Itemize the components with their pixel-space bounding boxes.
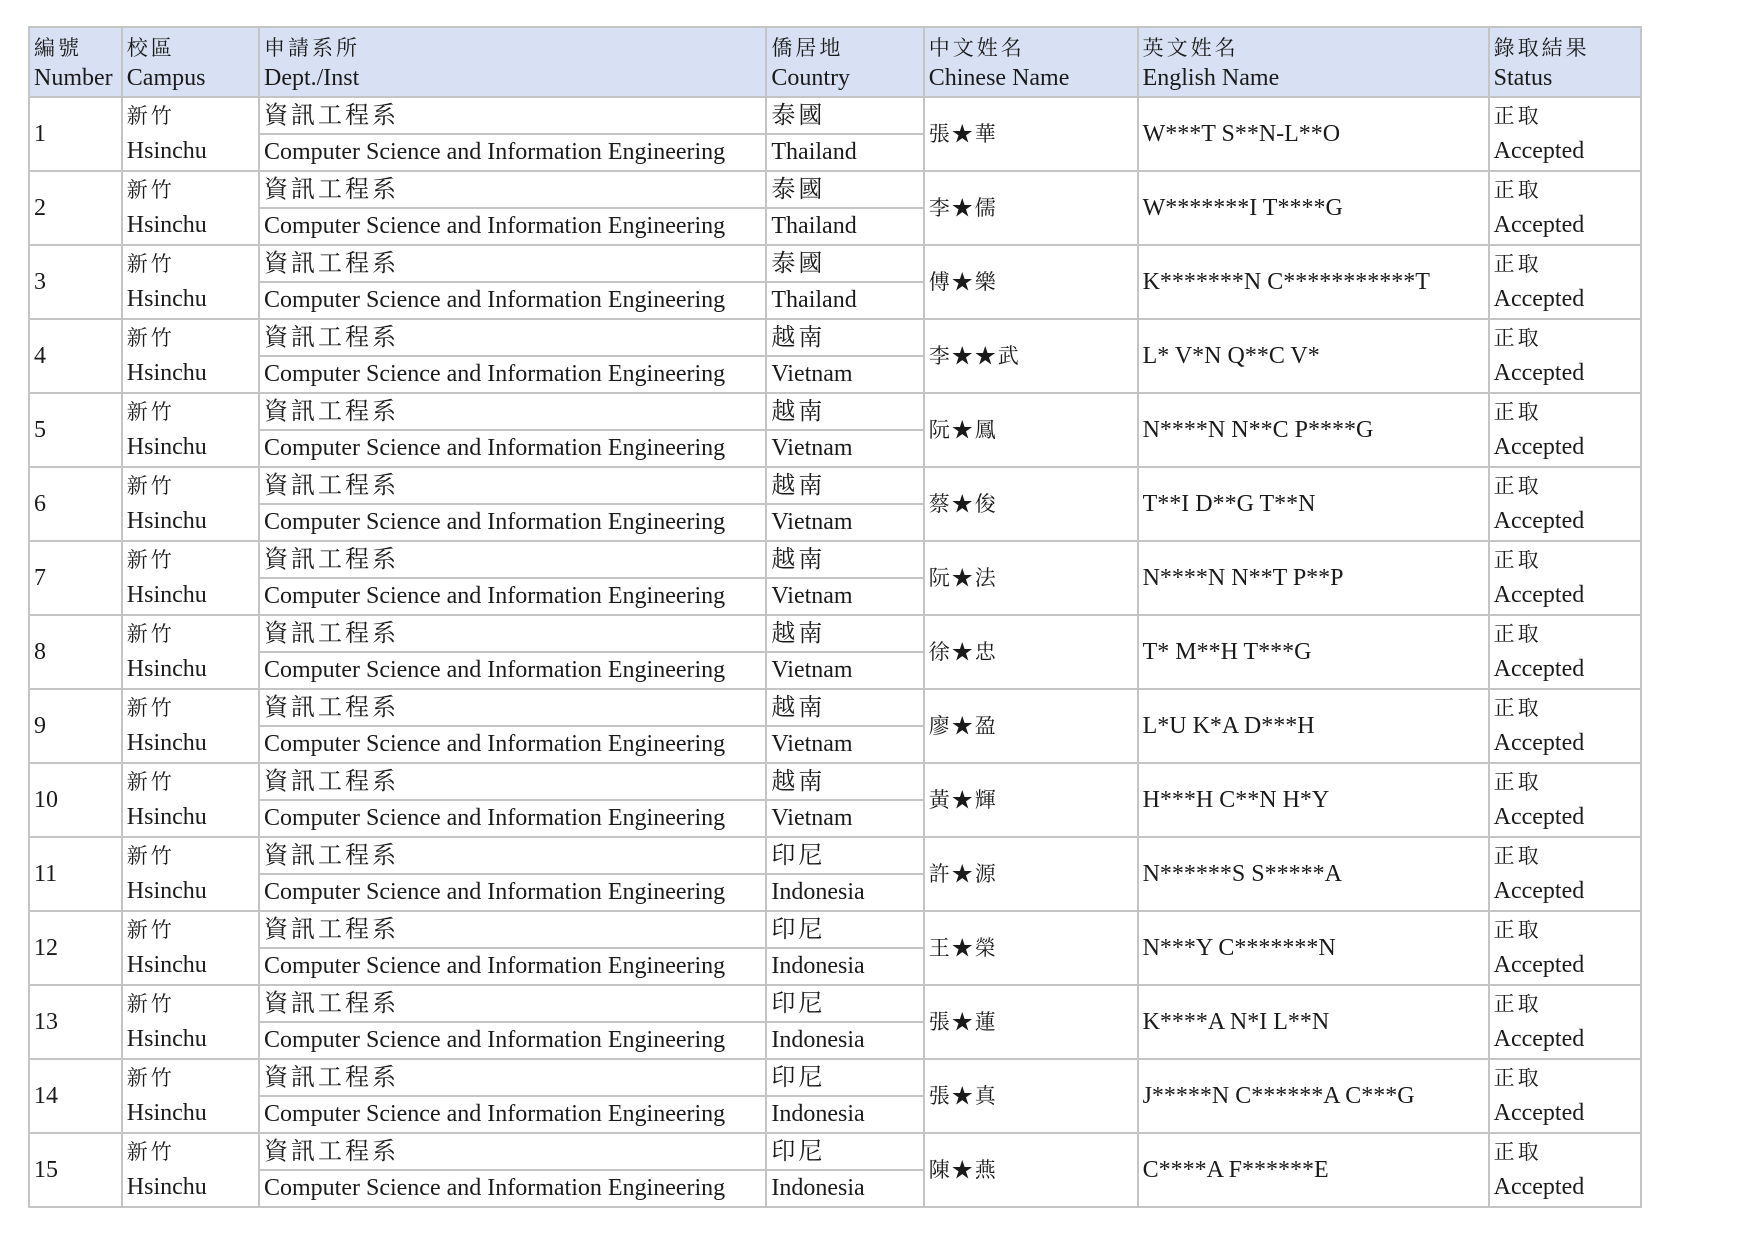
cell-status — [1489, 985, 1641, 1059]
cell-dept-zh: 資訊工程系 — [259, 541, 766, 578]
campus-zh: 新竹 — [126, 622, 175, 646]
cell-status — [1489, 467, 1641, 541]
status-zh: 正取 — [1493, 622, 1542, 646]
cell-chinese-name — [924, 319, 1138, 393]
status-zh: 正取 — [1493, 178, 1542, 202]
header-campus: 校區 Campus — [122, 27, 259, 97]
cell-country-zh: 印尼 — [766, 911, 923, 948]
cell-number: 9 — [29, 689, 122, 763]
cell-number: 10 — [29, 763, 122, 837]
chinese-name-text: 李★儒 — [928, 195, 998, 220]
header-english-name: 英文姓名 English Name — [1138, 27, 1489, 97]
campus-en: Hsinchu — [126, 952, 207, 978]
status-zh: 正取 — [1493, 474, 1542, 498]
chinese-name-text: 傅★樂 — [928, 269, 998, 294]
cell-dept-en: Computer Science and Information Engineering — [259, 726, 766, 763]
cell-english-name: J*****N C******A C***G — [1138, 1059, 1489, 1133]
header-chinese-name: 中文姓名 Chinese Name — [924, 27, 1138, 97]
cell-status — [1489, 1133, 1641, 1207]
table-row — [29, 319, 1641, 356]
cell-campus — [122, 467, 259, 541]
cell-country-zh: 越南 — [766, 319, 923, 356]
header-number: 編號 Number — [29, 27, 122, 97]
status-zh: 正取 — [1493, 104, 1542, 128]
cell-dept-en: Computer Science and Information Engineering — [259, 430, 766, 467]
campus-en: Hsinchu — [126, 434, 207, 460]
cell-campus — [122, 763, 259, 837]
cell-chinese-name — [924, 911, 1138, 985]
campus-zh: 新竹 — [126, 400, 175, 424]
cell-campus — [122, 245, 259, 319]
status-en: Accepted — [1493, 656, 1585, 682]
status-en: Accepted — [1493, 878, 1585, 904]
chinese-name-text: 阮★法 — [928, 565, 998, 590]
campus-zh: 新竹 — [126, 104, 175, 128]
campus-en: Hsinchu — [126, 360, 207, 386]
cell-status — [1489, 689, 1641, 763]
chinese-name-text: 許★源 — [928, 861, 998, 886]
cell-country-en: Vietnam — [766, 356, 923, 393]
campus-zh: 新竹 — [126, 992, 175, 1016]
status-en: Accepted — [1493, 286, 1585, 312]
cell-dept-en: Computer Science and Information Engineering — [259, 578, 766, 615]
cell-country-en: Vietnam — [766, 578, 923, 615]
cell-country-zh: 印尼 — [766, 1133, 923, 1170]
campus-en: Hsinchu — [126, 1026, 207, 1052]
status-zh: 正取 — [1493, 992, 1542, 1016]
cell-number: 4 — [29, 319, 122, 393]
cell-campus — [122, 689, 259, 763]
cell-number: 15 — [29, 1133, 122, 1207]
chinese-name-text: 阮★鳳 — [928, 417, 998, 442]
table-row — [29, 97, 1641, 134]
cell-country-en: Indonesia — [766, 1170, 923, 1207]
cell-campus — [122, 985, 259, 1059]
status-en: Accepted — [1493, 434, 1585, 460]
cell-country-en: Vietnam — [766, 726, 923, 763]
cell-dept-en: Computer Science and Information Engineering — [259, 800, 766, 837]
table-row — [29, 541, 1641, 578]
cell-campus — [122, 171, 259, 245]
cell-campus — [122, 1059, 259, 1133]
cell-country-en: Indonesia — [766, 874, 923, 911]
campus-zh: 新竹 — [126, 844, 175, 868]
cell-english-name: C****A F******E — [1138, 1133, 1489, 1207]
cell-dept-zh: 資訊工程系 — [259, 911, 766, 948]
campus-zh: 新竹 — [126, 770, 175, 794]
status-zh: 正取 — [1493, 252, 1542, 276]
cell-chinese-name — [924, 689, 1138, 763]
cell-campus — [122, 911, 259, 985]
admission-table — [28, 26, 1642, 1208]
cell-dept-en: Computer Science and Information Engineering — [259, 874, 766, 911]
status-zh: 正取 — [1493, 696, 1542, 720]
chinese-name-text: 廖★盈 — [928, 713, 998, 738]
status-zh: 正取 — [1493, 1066, 1542, 1090]
campus-en: Hsinchu — [126, 804, 207, 830]
chinese-name-text: 陳★燕 — [928, 1157, 998, 1182]
header-status: 錄取結果 Status — [1489, 27, 1641, 97]
table-row — [29, 1059, 1641, 1096]
cell-english-name: W***T S**N-L**O — [1138, 97, 1489, 171]
cell-number: 1 — [29, 97, 122, 171]
cell-campus — [122, 541, 259, 615]
chinese-name-text: 王★榮 — [928, 935, 998, 960]
cell-number: 6 — [29, 467, 122, 541]
status-zh: 正取 — [1493, 400, 1542, 424]
table-row — [29, 467, 1641, 504]
cell-dept-en: Computer Science and Information Engineering — [259, 504, 766, 541]
campus-zh: 新竹 — [126, 326, 175, 350]
cell-dept-en: Computer Science and Information Engineering — [259, 356, 766, 393]
cell-chinese-name — [924, 615, 1138, 689]
cell-country-zh: 越南 — [766, 615, 923, 652]
cell-chinese-name — [924, 1059, 1138, 1133]
status-en: Accepted — [1493, 1026, 1585, 1052]
cell-dept-zh: 資訊工程系 — [259, 171, 766, 208]
chinese-name-text: 徐★忠 — [928, 639, 998, 664]
campus-en: Hsinchu — [126, 1174, 207, 1200]
cell-english-name: N****N N**T P**P — [1138, 541, 1489, 615]
cell-dept-zh: 資訊工程系 — [259, 763, 766, 800]
cell-english-name: N***Y C*******N — [1138, 911, 1489, 985]
chinese-name-text: 黃★輝 — [928, 787, 998, 812]
cell-number: 12 — [29, 911, 122, 985]
chinese-name-text: 張★真 — [928, 1083, 998, 1108]
cell-status — [1489, 911, 1641, 985]
campus-zh: 新竹 — [126, 252, 175, 276]
cell-country-en: Vietnam — [766, 430, 923, 467]
campus-en: Hsinchu — [126, 582, 207, 608]
chinese-name-text: 張★華 — [928, 121, 998, 146]
cell-status — [1489, 171, 1641, 245]
cell-dept-zh: 資訊工程系 — [259, 393, 766, 430]
header-dept: 申請系所 Dept./Inst — [259, 27, 766, 97]
campus-en: Hsinchu — [126, 730, 207, 756]
cell-dept-zh: 資訊工程系 — [259, 615, 766, 652]
cell-dept-zh: 資訊工程系 — [259, 97, 766, 134]
status-en: Accepted — [1493, 1100, 1585, 1126]
cell-english-name: L* V*N Q**C V* — [1138, 319, 1489, 393]
cell-country-en: Vietnam — [766, 504, 923, 541]
cell-chinese-name — [924, 541, 1138, 615]
campus-zh: 新竹 — [126, 1066, 175, 1090]
chinese-name-text: 張★蓮 — [928, 1009, 998, 1034]
cell-chinese-name — [924, 837, 1138, 911]
cell-country-zh: 泰國 — [766, 245, 923, 282]
cell-english-name: H***H C**N H*Y — [1138, 763, 1489, 837]
cell-dept-zh: 資訊工程系 — [259, 1059, 766, 1096]
status-en: Accepted — [1493, 212, 1585, 238]
campus-zh: 新竹 — [126, 548, 175, 572]
cell-country-en: Thailand — [766, 208, 923, 245]
header-country: 僑居地 Country — [766, 27, 923, 97]
cell-dept-en: Computer Science and Information Engineering — [259, 134, 766, 171]
cell-status — [1489, 541, 1641, 615]
table-row — [29, 837, 1641, 874]
cell-campus — [122, 393, 259, 467]
cell-dept-zh: 資訊工程系 — [259, 245, 766, 282]
table-row — [29, 615, 1641, 652]
table-row — [29, 393, 1641, 430]
cell-chinese-name — [924, 1133, 1138, 1207]
cell-number: 2 — [29, 171, 122, 245]
status-zh: 正取 — [1493, 770, 1542, 794]
table-row — [29, 171, 1641, 208]
cell-dept-zh: 資訊工程系 — [259, 837, 766, 874]
campus-zh: 新竹 — [126, 696, 175, 720]
chinese-name-text: 李★★武 — [928, 343, 1021, 368]
cell-chinese-name — [924, 763, 1138, 837]
cell-dept-en: Computer Science and Information Engineering — [259, 282, 766, 319]
header-row — [29, 27, 1641, 97]
cell-campus — [122, 97, 259, 171]
cell-dept-zh: 資訊工程系 — [259, 985, 766, 1022]
status-en: Accepted — [1493, 360, 1585, 386]
status-en: Accepted — [1493, 138, 1585, 164]
cell-country-en: Indonesia — [766, 1096, 923, 1133]
status-zh: 正取 — [1493, 548, 1542, 572]
status-en: Accepted — [1493, 582, 1585, 608]
cell-chinese-name — [924, 985, 1138, 1059]
cell-status — [1489, 393, 1641, 467]
cell-country-en: Vietnam — [766, 652, 923, 689]
status-en: Accepted — [1493, 804, 1585, 830]
campus-en: Hsinchu — [126, 878, 207, 904]
cell-country-en: Indonesia — [766, 948, 923, 985]
cell-country-en: Thailand — [766, 282, 923, 319]
cell-country-en: Thailand — [766, 134, 923, 171]
cell-dept-zh: 資訊工程系 — [259, 319, 766, 356]
campus-en: Hsinchu — [126, 212, 207, 238]
status-en: Accepted — [1493, 952, 1585, 978]
cell-country-zh: 越南 — [766, 393, 923, 430]
cell-campus — [122, 837, 259, 911]
cell-dept-zh: 資訊工程系 — [259, 689, 766, 726]
status-zh: 正取 — [1493, 1140, 1542, 1164]
cell-country-zh: 泰國 — [766, 171, 923, 208]
cell-status — [1489, 615, 1641, 689]
cell-country-en: Vietnam — [766, 800, 923, 837]
cell-country-en: Indonesia — [766, 1022, 923, 1059]
status-zh: 正取 — [1493, 844, 1542, 868]
cell-chinese-name — [924, 393, 1138, 467]
cell-dept-en: Computer Science and Information Engineering — [259, 1096, 766, 1133]
table-row — [29, 985, 1641, 1022]
cell-dept-en: Computer Science and Information Engineering — [259, 1170, 766, 1207]
cell-number: 13 — [29, 985, 122, 1059]
status-en: Accepted — [1493, 730, 1585, 756]
campus-zh: 新竹 — [126, 178, 175, 202]
cell-english-name: T* M**H T***G — [1138, 615, 1489, 689]
campus-en: Hsinchu — [126, 1100, 207, 1126]
cell-english-name: K*******N C***********T — [1138, 245, 1489, 319]
cell-number: 5 — [29, 393, 122, 467]
cell-chinese-name — [924, 245, 1138, 319]
cell-status — [1489, 1059, 1641, 1133]
cell-country-zh: 越南 — [766, 763, 923, 800]
status-zh: 正取 — [1493, 918, 1542, 942]
campus-en: Hsinchu — [126, 656, 207, 682]
cell-chinese-name — [924, 97, 1138, 171]
cell-chinese-name — [924, 467, 1138, 541]
cell-dept-en: Computer Science and Information Engineering — [259, 652, 766, 689]
cell-campus — [122, 1133, 259, 1207]
table-row — [29, 763, 1641, 800]
cell-english-name: N****N N**C P****G — [1138, 393, 1489, 467]
campus-zh: 新竹 — [126, 918, 175, 942]
cell-country-zh: 越南 — [766, 541, 923, 578]
cell-number: 7 — [29, 541, 122, 615]
cell-country-zh: 印尼 — [766, 985, 923, 1022]
table-header — [29, 27, 1641, 97]
cell-status — [1489, 319, 1641, 393]
status-en: Accepted — [1493, 508, 1585, 534]
campus-en: Hsinchu — [126, 286, 207, 312]
cell-status — [1489, 245, 1641, 319]
cell-number: 8 — [29, 615, 122, 689]
cell-english-name: T**I D**G T**N — [1138, 467, 1489, 541]
campus-en: Hsinchu — [126, 138, 207, 164]
cell-english-name: K****A N*I L**N — [1138, 985, 1489, 1059]
cell-country-zh: 越南 — [766, 689, 923, 726]
cell-country-zh: 越南 — [766, 467, 923, 504]
cell-number: 14 — [29, 1059, 122, 1133]
cell-country-zh: 印尼 — [766, 1059, 923, 1096]
status-en: Accepted — [1493, 1174, 1585, 1200]
cell-english-name: L*U K*A D***H — [1138, 689, 1489, 763]
cell-country-zh: 印尼 — [766, 837, 923, 874]
table-row — [29, 689, 1641, 726]
cell-campus — [122, 615, 259, 689]
table-row — [29, 911, 1641, 948]
campus-zh: 新竹 — [126, 474, 175, 498]
cell-dept-zh: 資訊工程系 — [259, 467, 766, 504]
cell-dept-zh: 資訊工程系 — [259, 1133, 766, 1170]
cell-status — [1489, 763, 1641, 837]
cell-dept-en: Computer Science and Information Engineering — [259, 208, 766, 245]
table-body — [29, 97, 1641, 1207]
cell-dept-en: Computer Science and Information Engineering — [259, 1022, 766, 1059]
table-row — [29, 1133, 1641, 1170]
cell-number: 11 — [29, 837, 122, 911]
cell-status — [1489, 837, 1641, 911]
cell-english-name: N******S S*****A — [1138, 837, 1489, 911]
cell-english-name: W*******I T****G — [1138, 171, 1489, 245]
campus-zh: 新竹 — [126, 1140, 175, 1164]
cell-country-zh: 泰國 — [766, 97, 923, 134]
cell-number: 3 — [29, 245, 122, 319]
cell-chinese-name — [924, 171, 1138, 245]
cell-campus — [122, 319, 259, 393]
cell-dept-en: Computer Science and Information Engineering — [259, 948, 766, 985]
campus-en: Hsinchu — [126, 508, 207, 534]
table-row — [29, 245, 1641, 282]
cell-status — [1489, 97, 1641, 171]
status-zh: 正取 — [1493, 326, 1542, 350]
chinese-name-text: 蔡★俊 — [928, 491, 998, 516]
